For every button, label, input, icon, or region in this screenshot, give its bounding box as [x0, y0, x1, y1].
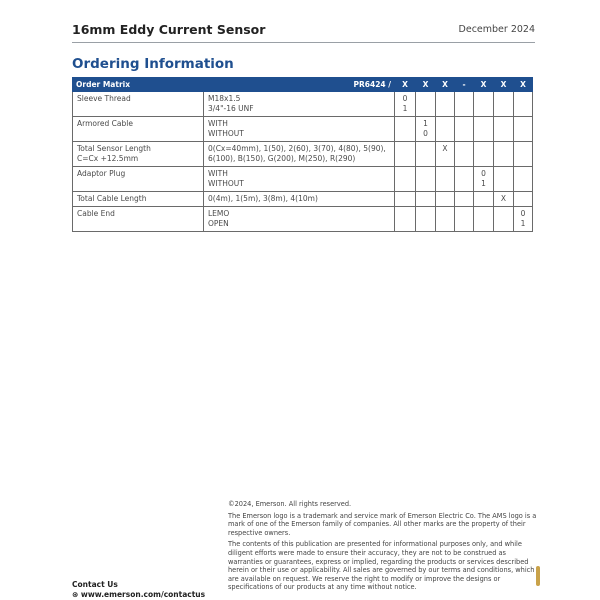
matrix-row	[73, 167, 533, 192]
matrix-code-cell: X	[494, 192, 514, 207]
matrix-code-cell	[395, 142, 416, 167]
contact-block	[72, 580, 205, 599]
matrix-code-cell	[436, 192, 455, 207]
matrix-body	[73, 92, 533, 232]
matrix-code-cell: 0 1	[395, 92, 416, 117]
row-option-line: 0(Cx=40mm), 1(50), 2(60), 3(70), 4(80), 5(90),	[208, 144, 386, 153]
matrix-code-cell	[514, 167, 533, 192]
header-divider	[72, 42, 535, 43]
matrix-code-cell	[455, 92, 474, 117]
row-label-line: Sleeve Thread	[77, 94, 131, 103]
matrix-row-options	[204, 167, 395, 192]
matrix-code-cell	[474, 92, 494, 117]
matrix-code-cell	[455, 192, 474, 207]
matrix-row	[73, 92, 533, 117]
matrix-code-col: X	[494, 78, 514, 92]
matrix-code-cell: 0 1	[474, 167, 494, 192]
matrix-code-cell	[455, 167, 474, 192]
matrix-row-label	[73, 207, 204, 232]
copyright-text: ©2024, Emerson. All rights reserved.	[228, 500, 352, 508]
matrix-row	[73, 207, 533, 232]
document-date: December 2024	[458, 24, 535, 35]
matrix-code-cell	[474, 142, 494, 167]
matrix-model-code: PR6424 /	[204, 78, 395, 92]
matrix-code-cell	[436, 167, 455, 192]
matrix-code-cell	[514, 117, 533, 142]
trademark-text: The Emerson logo is a trademark and service mark of Emerson Electric Co. The AMS logo is a mark of one of the Emerson family of companies. All other marks are the property of their respective owners.	[228, 511, 537, 537]
matrix-code-col: X	[395, 78, 416, 92]
legal-notice	[228, 500, 538, 595]
row-option-line: WITHOUT	[208, 129, 244, 138]
page-header	[72, 22, 535, 38]
matrix-row-label	[73, 117, 204, 142]
matrix-code-cell	[455, 142, 474, 167]
matrix-code-cell	[436, 92, 455, 117]
row-option-line: 0(4m), 1(5m), 3(8m), 4(10m)	[208, 194, 318, 203]
matrix-header-row	[73, 78, 533, 92]
row-option-line: LEMO	[208, 209, 230, 218]
matrix-code-cell	[494, 207, 514, 232]
matrix-code-cell	[395, 117, 416, 142]
contact-link[interactable]: ⊛ www.emerson.com/contactus	[72, 590, 206, 599]
document-title: 16mm Eddy Current Sensor	[72, 22, 266, 37]
matrix-header-label: Order Matrix	[73, 78, 204, 92]
matrix-code-cell	[514, 142, 533, 167]
matrix-code-cell	[416, 142, 436, 167]
order-matrix-table	[72, 77, 533, 232]
matrix-code-cell	[474, 207, 494, 232]
matrix-row-label	[73, 192, 204, 207]
matrix-code-cell	[436, 207, 455, 232]
matrix-code-cell	[395, 192, 416, 207]
matrix-code-cell: X	[436, 142, 455, 167]
contact-title: Contact Us	[72, 580, 118, 589]
row-option-line: WITHOUT	[208, 179, 244, 188]
matrix-code-separator: -	[455, 78, 474, 92]
matrix-row-label	[73, 167, 204, 192]
disclaimer-text: The contents of this publication are presented for informational purposes only, and while diligent efforts were made to ensure their accuracy, they are not to be construed as warranties or guarantees, express or implied, regarding the products or services described herein or their use or applicability. All sales are governed by our terms and conditions, which are available on request. We reserve the right to modify or improve the designs or specifications of our products at any time without notice.	[228, 540, 535, 592]
matrix-code-cell	[494, 142, 514, 167]
matrix-code-cell	[436, 117, 455, 142]
row-label-line: Total Cable Length	[77, 194, 147, 203]
row-label-line: Total Sensor Length	[77, 144, 151, 153]
matrix-row-options	[204, 117, 395, 142]
matrix-code-cell	[416, 207, 436, 232]
row-label-line: Cable End	[77, 209, 115, 218]
matrix-code-cell	[474, 117, 494, 142]
row-option-line: WITH	[208, 169, 228, 178]
row-label-line: C=Cx +12.5mm	[77, 154, 139, 163]
matrix-row-options	[204, 207, 395, 232]
matrix-code-col: X	[474, 78, 494, 92]
matrix-code-cell	[455, 117, 474, 142]
matrix-row-label	[73, 142, 204, 167]
matrix-row-options	[204, 192, 395, 207]
matrix-code-cell	[474, 192, 494, 207]
matrix-code-col: X	[514, 78, 533, 92]
matrix-code-cell	[455, 207, 474, 232]
row-label-line: Adaptor Plug	[77, 169, 126, 178]
matrix-row	[73, 192, 533, 207]
matrix-code-cell	[395, 207, 416, 232]
page-edge-mark	[536, 566, 540, 586]
row-option-line: M18x1.5	[208, 94, 241, 103]
matrix-code-col: X	[416, 78, 436, 92]
row-option-line: 6(100), B(150), G(200), M(250), R(290)	[208, 154, 356, 163]
matrix-code-cell	[395, 167, 416, 192]
matrix-row-options	[204, 142, 395, 167]
row-option-line: OPEN	[208, 219, 229, 228]
matrix-row-label	[73, 92, 204, 117]
matrix-row	[73, 117, 533, 142]
matrix-row	[73, 142, 533, 167]
matrix-code-col: X	[436, 78, 455, 92]
matrix-row-options	[204, 92, 395, 117]
row-label-line: Armored Cable	[77, 119, 133, 128]
matrix-code-cell	[514, 92, 533, 117]
row-option-line: WITH	[208, 119, 228, 128]
matrix-code-cell	[416, 192, 436, 207]
section-title: Ordering Information	[72, 56, 234, 72]
matrix-code-cell	[416, 92, 436, 117]
matrix-code-cell	[494, 117, 514, 142]
matrix-code-cell	[494, 167, 514, 192]
matrix-code-cell: 0 1	[514, 207, 533, 232]
matrix-code-cell	[494, 92, 514, 117]
matrix-code-cell	[416, 167, 436, 192]
matrix-code-cell	[514, 192, 533, 207]
row-option-line: 3/4"-16 UNF	[208, 104, 254, 113]
matrix-code-cell: 1 0	[416, 117, 436, 142]
